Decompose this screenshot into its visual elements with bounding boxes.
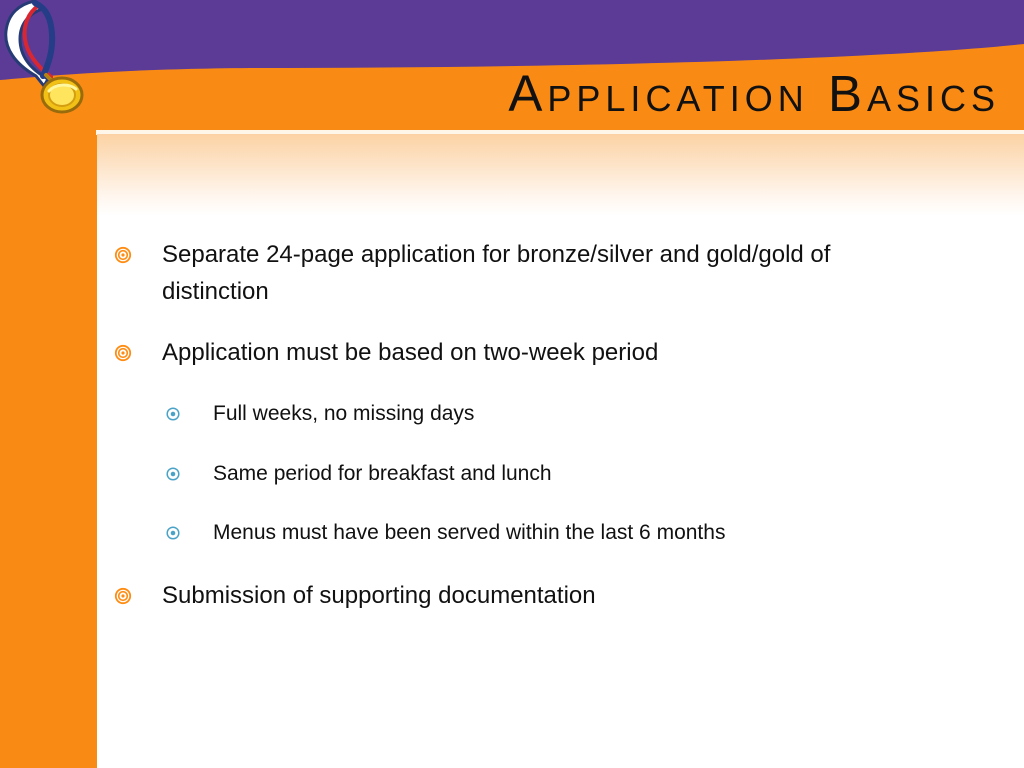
bullet-item bbox=[114, 334, 934, 371]
dot-circle-bullet-icon bbox=[165, 466, 181, 482]
sub-bullet-item bbox=[165, 399, 925, 429]
sub-bullet-item bbox=[165, 518, 925, 548]
bullet-text: Submission of supporting documentation bbox=[162, 582, 596, 609]
dot-circle-bullet-icon bbox=[165, 525, 181, 541]
concentric-circle-bullet-icon bbox=[114, 587, 132, 605]
concentric-circle-bullet-icon bbox=[114, 344, 132, 362]
slide-title: Application Basics bbox=[508, 65, 1000, 122]
bullet-text: Separate 24-page application for bronze/silver and gold/gold of distinction bbox=[162, 241, 831, 305]
bullet-item bbox=[114, 236, 934, 310]
dot-circle-bullet-icon bbox=[165, 406, 181, 422]
sub-bullet-item bbox=[165, 459, 925, 489]
bullet-text: Application must be based on two-week period bbox=[162, 339, 659, 366]
bullet-item bbox=[114, 577, 934, 614]
concentric-circle-bullet-icon bbox=[114, 246, 132, 264]
sub-bullet-text: Same period for breakfast and lunch bbox=[213, 462, 552, 485]
sub-bullet-text: Menus must have been served within the last 6 months bbox=[213, 521, 726, 544]
sub-bullet-text: Full weeks, no missing days bbox=[213, 402, 475, 425]
